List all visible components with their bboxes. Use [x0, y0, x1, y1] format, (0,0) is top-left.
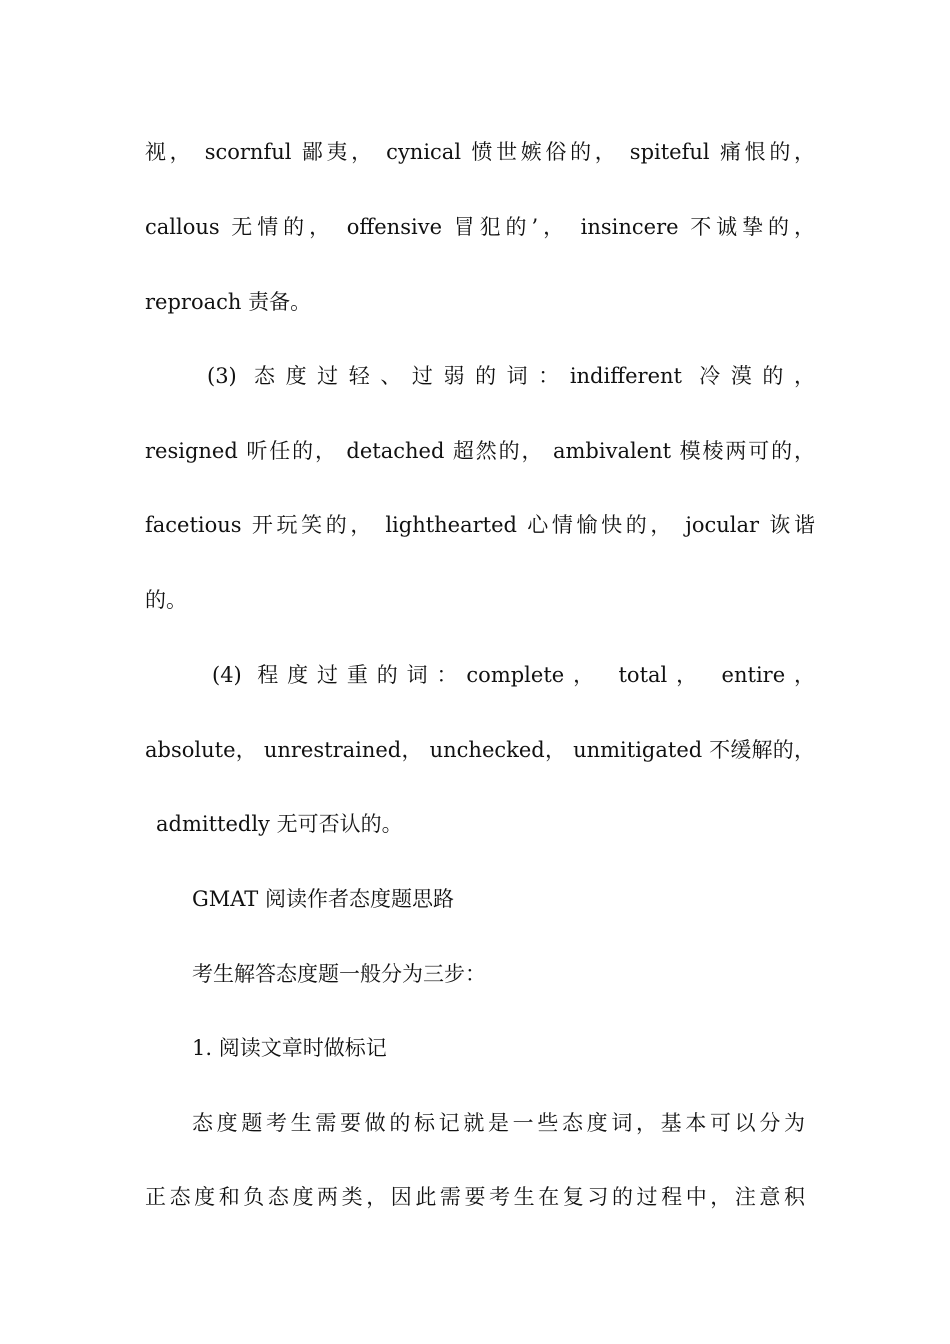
- text-line-5: resigned 听任的， detached 超然的， ambivalent 模棱两可的，: [145, 439, 815, 463]
- text-line-14: 态度题考生需要做的标记就是一些态度词，基本可以分为: [192, 1111, 805, 1135]
- text-line-8: (4) 程度过重的词：complete， total， entire，: [212, 663, 815, 687]
- text-line-4: (3) 态度过轻、过弱的词：indifferent 冷漠的，: [207, 364, 815, 388]
- text-line-10: admittedly 无可否认的。: [156, 812, 403, 836]
- text-line-9: absolute， unrestrained， unchecked， unmitigated 不缓解的，: [145, 738, 815, 762]
- text-line-3: reproach 责备。: [145, 290, 312, 314]
- text-line-7: 的。: [145, 588, 187, 612]
- text-line-1: 视， scornful 鄙夷， cynical 愤世嫉俗的， spiteful 痛恨的，: [145, 140, 815, 164]
- text-line-13: 1. 阅读文章时做标记: [192, 1036, 387, 1060]
- text-line-15: 正态度和负态度两类，因此需要考生在复习的过程中，注意积: [145, 1185, 805, 1209]
- section-heading: GMAT 阅读作者态度题思路: [192, 887, 454, 911]
- text-line-6: facetious 开玩笑的， lighthearted 心情愉快的， jocular 诙谐: [145, 513, 815, 537]
- text-line-2: callous 无情的， offensive 冒犯的’， insincere 不诚挚的，: [145, 215, 815, 239]
- text-line-12: 考生解答态度题一般分为三步：: [192, 962, 486, 986]
